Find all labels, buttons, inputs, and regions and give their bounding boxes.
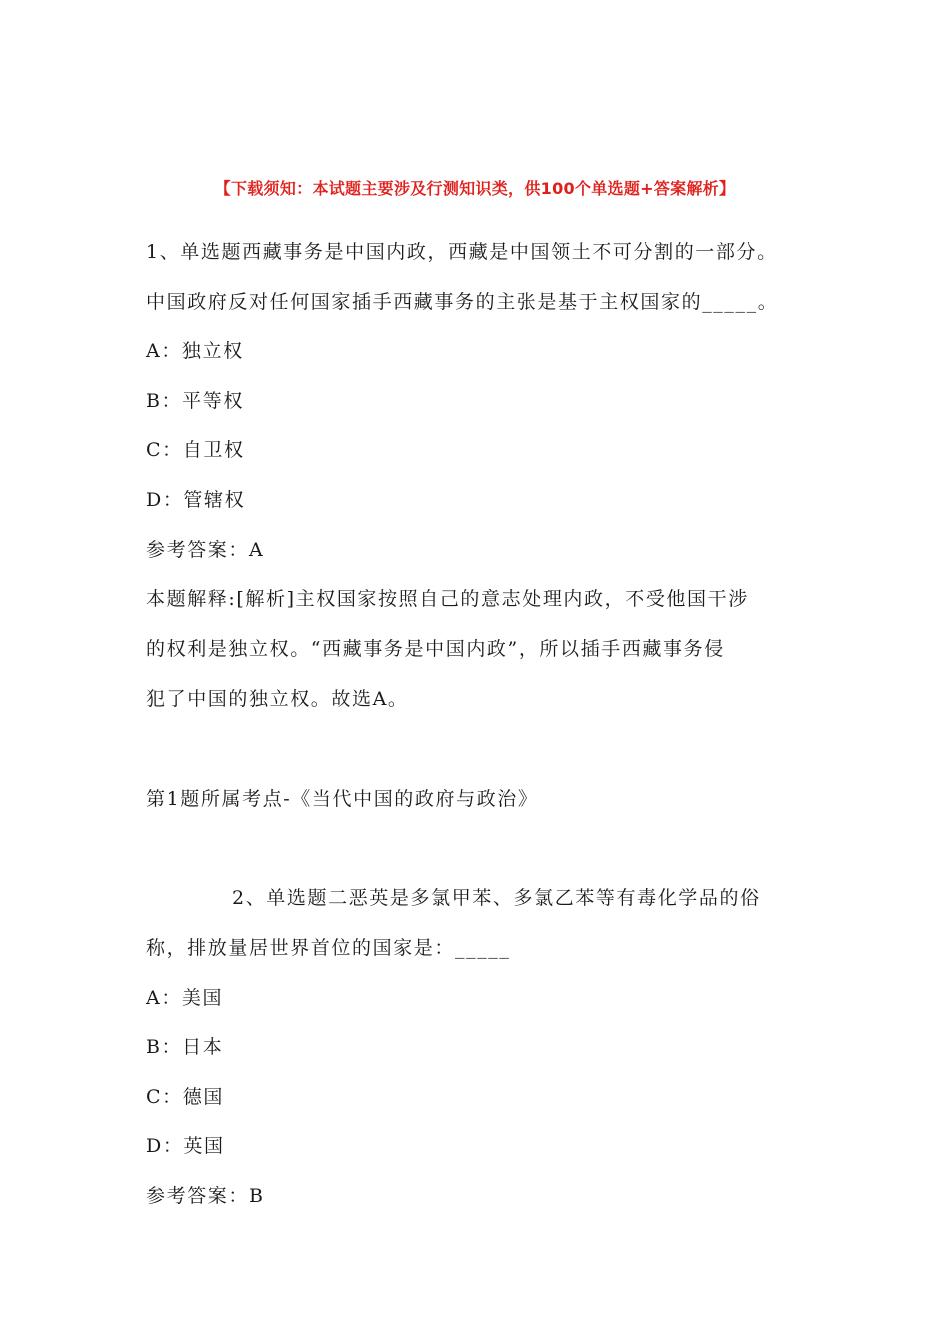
q1-answer: 参考答案：A bbox=[146, 539, 265, 561]
download-notice: 【下载须知：本试题主要涉及行测知识类，供100个单选题+答案解析】 bbox=[214, 179, 736, 198]
q1-explanation-line-1: 本题解释:[解析]主权国家按照自己的意志处理内政，不受他国干涉 bbox=[146, 588, 749, 610]
q2-option-c: C：德国 bbox=[146, 1086, 224, 1108]
q1-stem-line-2: 中国政府反对任何国家插手西藏事务的主张是基于主权国家的_____。 bbox=[146, 291, 779, 313]
q1-option-b: B：平等权 bbox=[146, 390, 244, 412]
q1-stem-line-1: 1、单选题西藏事务是中国内政，西藏是中国领土不可分割的一部分。 bbox=[146, 241, 778, 263]
q2-option-d: D：英国 bbox=[146, 1135, 225, 1157]
q1-option-c: C：自卫权 bbox=[146, 439, 245, 461]
q2-answer: 参考答案：B bbox=[146, 1185, 265, 1207]
q1-option-a: A：独立权 bbox=[146, 340, 244, 362]
q1-explanation-line-2: 的权利是独立权。“西藏事务是中国内政”，所以插手西藏事务侵 bbox=[146, 638, 725, 660]
q2-option-b: B：日本 bbox=[146, 1036, 224, 1058]
q1-topic: 第1题所属考点-《当代中国的政府与政治》 bbox=[146, 788, 539, 810]
q2-stem-line-2: 称，排放量居世界首位的国家是：_____ bbox=[146, 937, 511, 959]
q1-explanation-line-3: 犯了中国的独立权。故选A。 bbox=[146, 688, 409, 710]
q2-stem-line-1: 2、单选题二恶英是多氯甲苯、多氯乙苯等有毒化学品的俗 bbox=[232, 887, 761, 909]
q1-option-d: D：管辖权 bbox=[146, 489, 246, 511]
q2-option-a: A：美国 bbox=[146, 987, 224, 1009]
